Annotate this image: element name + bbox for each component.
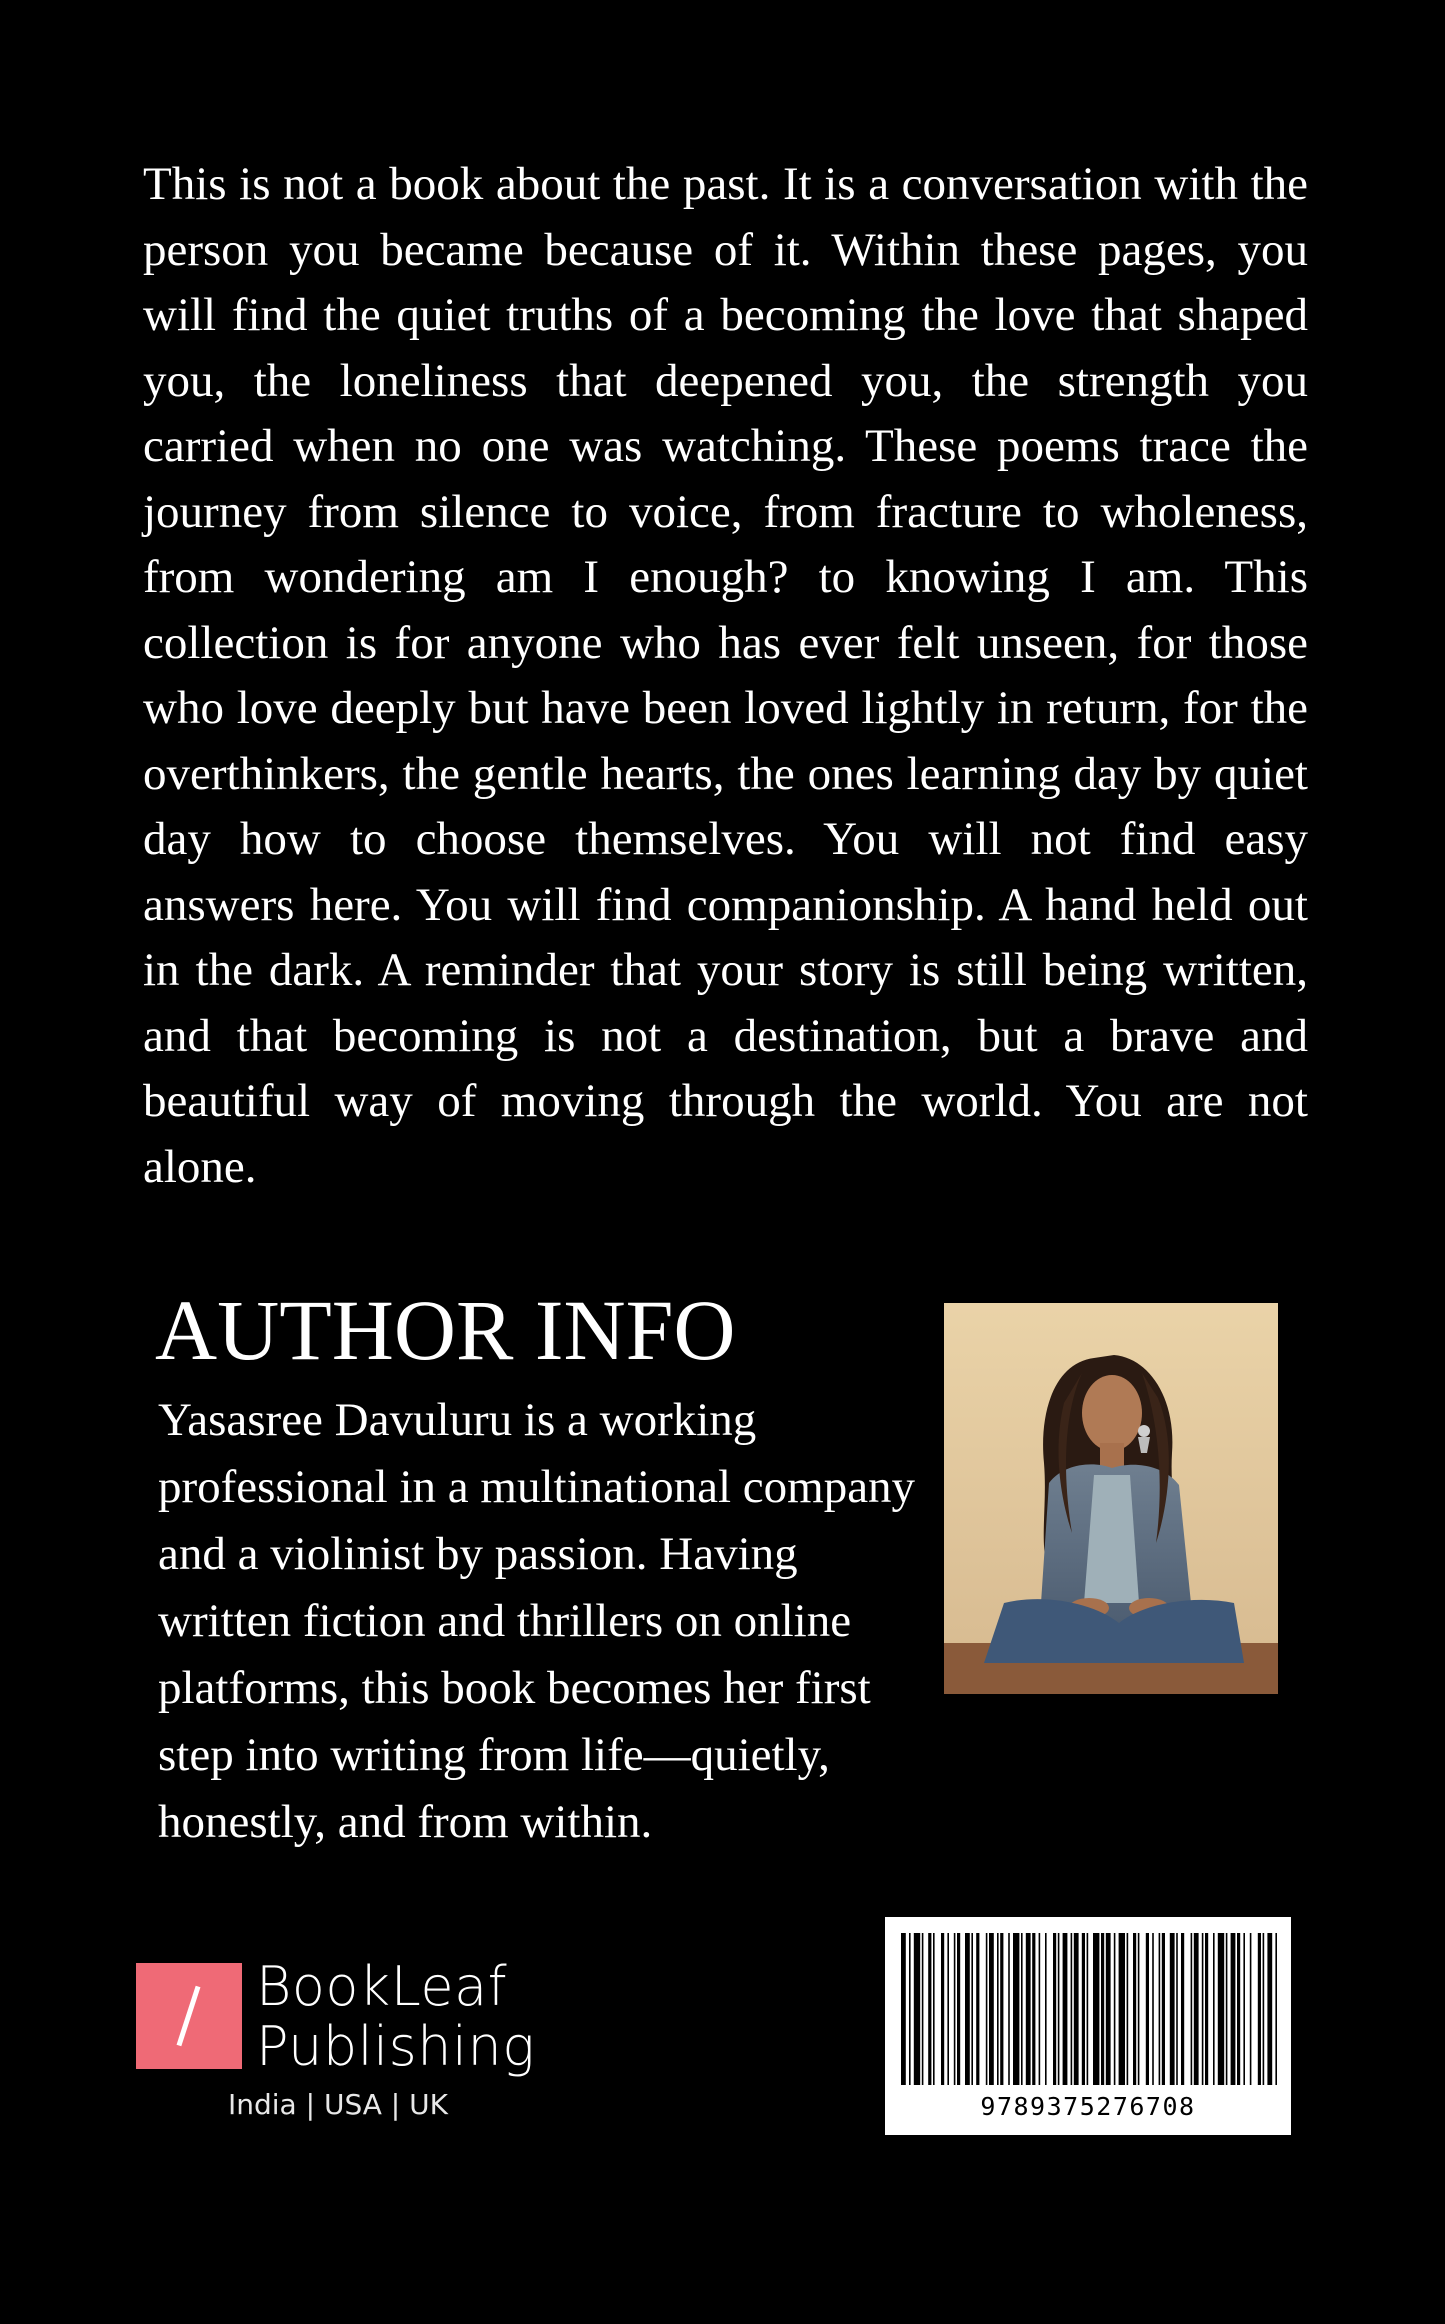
barcode-bar bbox=[954, 1933, 956, 2085]
barcode-bar bbox=[1205, 1933, 1208, 2085]
publisher-name bbox=[256, 1957, 535, 2077]
author-bio: Yasasree Davuluru is a working professional in a multinational company and a violinist by passion. Having written fiction and thrillers on online platforms, this book becomes her first step into writing from life—quietly, honestly, and from within. bbox=[158, 1394, 916, 1848]
barcode-bar bbox=[1093, 1933, 1099, 2085]
barcode-bar bbox=[1058, 1933, 1060, 2085]
barcode-bar bbox=[1032, 1933, 1035, 2085]
barcode-bar bbox=[1074, 1933, 1079, 2085]
barcode-bar bbox=[1250, 1933, 1252, 2085]
barcode-bar bbox=[989, 1933, 994, 2085]
barcode-bar bbox=[1127, 1933, 1129, 2085]
barcode-bar bbox=[1082, 1933, 1085, 2085]
barcode-bar bbox=[1119, 1933, 1125, 2085]
publisher-name-line2: Publishing bbox=[256, 2015, 536, 2078]
barcode-bar bbox=[965, 1933, 970, 2085]
author-info-heading: AUTHOR INFO bbox=[155, 1282, 736, 1378]
barcode-bar bbox=[1275, 1933, 1277, 2085]
barcode-bar bbox=[1258, 1933, 1261, 2085]
barcode-bar bbox=[1263, 1933, 1265, 2085]
barcode-bar bbox=[1138, 1933, 1140, 2085]
barcode-bar bbox=[1114, 1933, 1116, 2085]
barcode-bar bbox=[1176, 1933, 1178, 2085]
barcode-bar bbox=[1231, 1933, 1236, 2085]
barcode-bar bbox=[947, 1933, 949, 2085]
barcode-bar bbox=[1170, 1933, 1175, 2085]
barcode-bar bbox=[1053, 1933, 1056, 2085]
isbn-barcode bbox=[885, 1917, 1291, 2135]
barcode-bar bbox=[1087, 1933, 1089, 2085]
barcode-bar bbox=[1191, 1933, 1193, 2085]
barcode-bar bbox=[1071, 1933, 1073, 2085]
isbn-number: 9789375276708 bbox=[980, 2092, 1196, 2121]
barcode-bar bbox=[1045, 1933, 1047, 2085]
barcode-bar bbox=[1013, 1933, 1019, 2085]
barcode-bar bbox=[922, 1933, 924, 2085]
barcode-bar bbox=[901, 1933, 906, 2085]
barcode-bar bbox=[1021, 1933, 1023, 2085]
publisher-logo bbox=[136, 1955, 556, 2123]
barcode-bar bbox=[941, 1933, 944, 2085]
barcode-bar bbox=[1194, 1933, 1199, 2085]
slash-icon bbox=[177, 1986, 201, 2047]
barcode-bar bbox=[1213, 1933, 1215, 2085]
author-photo bbox=[944, 1303, 1278, 1694]
barcode-bar bbox=[1218, 1933, 1224, 2085]
barcode-bar bbox=[1039, 1933, 1041, 2085]
barcode-bar bbox=[957, 1933, 960, 2085]
barcode-bar bbox=[1181, 1933, 1184, 2085]
barcode-bar bbox=[1162, 1933, 1165, 2085]
barcode-bar bbox=[986, 1933, 988, 2085]
barcode-bar bbox=[1026, 1933, 1031, 2085]
publisher-name-line1: BookLeaf bbox=[256, 1955, 508, 2018]
book-blurb: This is not a book about the past. It is a conversation with the person you became because of it. Within these pages, you will find the quiet truths of a becoming the love that shaped you, the loneliness that deepened you, the strength you carried when no one was watching. These poems trace the journey from silence to voice, from fracture to wholeness, from wondering am I enough? to knowing I am. This collection is for anyone who has ever felt unseen, for those who love deeply but have been loved lightly in return, for the overthinkers, the gentle hearts, the ones learning day by quiet day how to choose themselves. You will not find easy answers here. You will find companionship. A hand held out in the dark. A reminder that your story is still being written, and that becoming is not a destination, but a brave and beautiful way of moving through the world. You are not alone. bbox=[143, 158, 1308, 1193]
barcode-bar bbox=[1202, 1933, 1204, 2085]
barcode-bar bbox=[1159, 1933, 1161, 2085]
barcode-bar bbox=[971, 1933, 973, 2085]
barcode-bar bbox=[1000, 1933, 1003, 2085]
barcode-bar bbox=[1063, 1933, 1068, 2085]
barcode-bar bbox=[1237, 1933, 1240, 2085]
barcode-bar bbox=[1146, 1933, 1149, 2085]
barcode-bar bbox=[1152, 1933, 1154, 2085]
barcode-bar bbox=[997, 1933, 999, 2085]
barcode-bar bbox=[1101, 1933, 1104, 2085]
barcode-bar bbox=[914, 1933, 920, 2085]
barcode-bar bbox=[1133, 1933, 1136, 2085]
barcode-bar bbox=[1226, 1933, 1228, 2085]
barcode-bar bbox=[1243, 1933, 1245, 2085]
barcode-bar bbox=[928, 1933, 931, 2085]
publisher-countries: India | USA | UK bbox=[228, 2088, 448, 2121]
barcode-bar bbox=[976, 1933, 979, 2085]
barcode-bar bbox=[1106, 1933, 1111, 2085]
barcode-bar bbox=[1267, 1933, 1272, 2085]
barcode-bar bbox=[1008, 1933, 1010, 2085]
barcode-bar bbox=[909, 1933, 911, 2085]
barcode-bar bbox=[933, 1933, 935, 2085]
bookleaf-logo-mark bbox=[136, 1963, 242, 2069]
